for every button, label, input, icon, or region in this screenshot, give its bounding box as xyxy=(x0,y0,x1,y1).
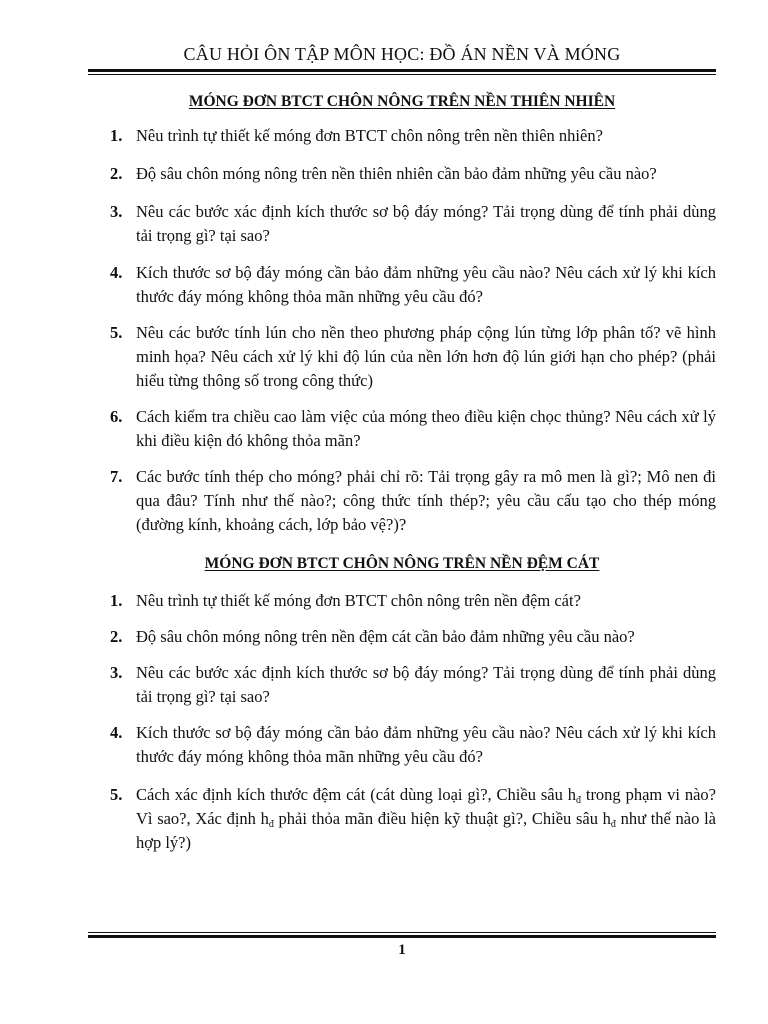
question-item xyxy=(110,661,716,709)
question-number: 1. xyxy=(110,126,123,145)
question-number: 7. xyxy=(110,467,123,486)
subscript-d: đ xyxy=(610,819,616,830)
question-number: 1. xyxy=(110,591,123,610)
question-text-part: như thế nào là hợp lý?) xyxy=(136,809,716,852)
question-number: 3. xyxy=(110,663,123,682)
question-text: Kích thước sơ bộ đáy móng cần bảo đảm những yêu cầu nào? Nêu cách xử lý khi kích thước đáy móng không thỏa mãn những yêu cầu đó? xyxy=(136,263,716,306)
question-item xyxy=(110,405,716,453)
question-item xyxy=(110,321,716,393)
question-item xyxy=(110,162,716,186)
page-header-title: CÂU HỎI ÔN TẬP MÔN HỌC: ĐỒ ÁN NỀN VÀ MÓNG xyxy=(183,44,621,64)
section-heading-sand-cushion: MÓNG ĐƠN BTCT CHÔN NÔNG TRÊN NỀN ĐỆM CÁT xyxy=(204,555,600,572)
footer-rule-thin xyxy=(88,932,716,933)
question-item xyxy=(110,721,716,769)
question-number: 6. xyxy=(110,407,123,426)
question-text: Nêu các bước xác định kích thước sơ bộ đáy móng? Tải trọng dùng để tính phải dùng tải trọng gì? tại sao? xyxy=(136,663,716,706)
question-item xyxy=(110,625,716,649)
question-text: Độ sâu chôn móng nông trên nền đệm cát cần bảo đảm những yêu cầu nào? xyxy=(136,627,635,646)
section-heading-natural-ground: MÓNG ĐƠN BTCT CHÔN NÔNG TRÊN NỀN THIÊN NHIÊN xyxy=(188,93,616,110)
question-number: 4. xyxy=(110,263,123,282)
question-item xyxy=(110,124,716,148)
question-text: Độ sâu chôn móng nông trên nền thiên nhiên cần bảo đảm những yêu cầu nào? xyxy=(136,164,657,183)
question-text xyxy=(110,783,716,855)
question-text: Cách kiểm tra chiều cao làm việc của móng theo điều kiện chọc thủng? Nêu cách xử lý khi điều kiện đó không thỏa mãn? xyxy=(136,407,716,450)
question-text: Các bước tính thép cho móng? phải chỉ rõ: Tải trọng gây ra mô men là gì?; Mô nen đi qua đâu? Tính như thế nào?; công thức tính thép?; yêu cầu cấu tạo cho thép móng (đường kính, khoảng cách, lớp bảo vệ?)? xyxy=(136,467,716,534)
question-item xyxy=(110,589,716,613)
question-text-part: phải thỏa mãn điều hiện kỹ thuật gì?, Chiều sâu h xyxy=(273,809,611,828)
question-number: 2. xyxy=(110,164,123,183)
header-rule-thin xyxy=(88,74,716,75)
question-text: Nêu trình tự thiết kế móng đơn BTCT chôn nông trên nền đệm cát? xyxy=(136,591,581,610)
question-number: 5. xyxy=(110,785,123,804)
question-text-part: Cách xác định kích thước đệm cát (cát dùng loại gì?, Chiều sâu h xyxy=(136,785,576,804)
page-number: 1 xyxy=(398,942,406,958)
question-text-part: trong phạm vi nào? Vì sao?, Xác định h xyxy=(136,785,716,828)
question-number: 2. xyxy=(110,627,123,646)
question-item xyxy=(110,465,716,537)
question-text: Nêu trình tự thiết kế móng đơn BTCT chôn nông trên nền thiên nhiên? xyxy=(136,126,603,145)
question-text: Kích thước sơ bộ đáy móng cần bảo đảm những yêu cầu nào? Nêu cách xử lý khi kích thước đáy móng không thỏa mãn những yêu cầu đó? xyxy=(136,723,716,766)
question-number: 5. xyxy=(110,323,123,342)
question-item xyxy=(110,200,716,248)
question-text: Nêu các bước tính lún cho nền theo phương pháp cộng lún từng lớp phân tố? vẽ hình minh họa? Nêu cách xử lý khi độ lún của nền lớn hơn độ lún giới hạn cho phép? (phải hiểu từng thông số trong công thức) xyxy=(136,323,716,390)
question-item xyxy=(110,783,716,855)
question-number: 4. xyxy=(110,723,123,742)
question-number: 3. xyxy=(110,202,123,221)
footer-rule-thick xyxy=(88,935,716,938)
header-rule-thick xyxy=(88,69,716,72)
subscript-d: đ xyxy=(268,819,274,830)
question-item xyxy=(110,261,716,309)
question-text: Nêu các bước xác định kích thước sơ bộ đáy móng? Tải trọng dùng để tính phải dùng tải trọng gì? tại sao? xyxy=(136,202,716,245)
subscript-d: đ xyxy=(575,795,581,806)
